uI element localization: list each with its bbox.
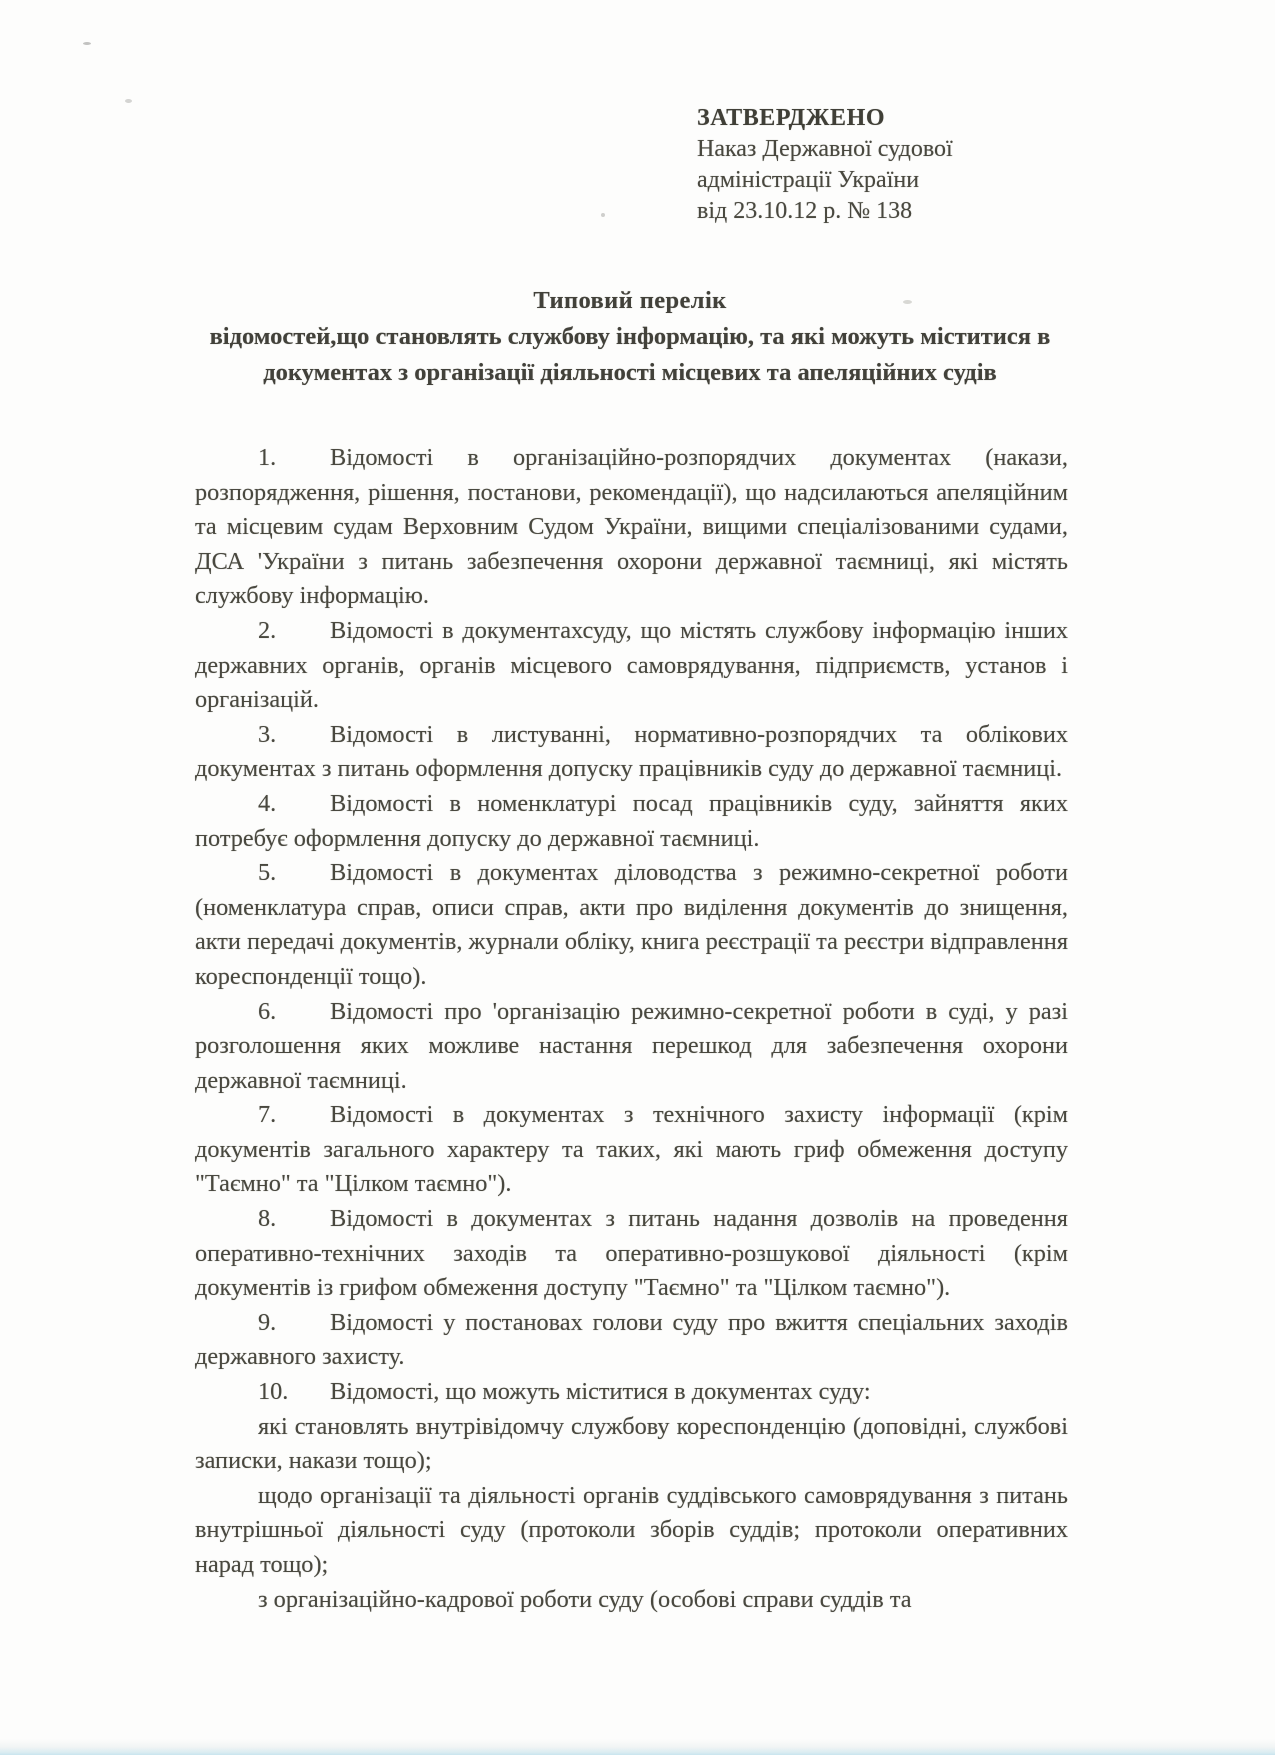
paragraph-10-number: 10.: [258, 1378, 289, 1406]
approval-label: ЗАТВЕРДЖЕНО: [697, 105, 886, 131]
scanner-edge-artifact: [0, 1739, 1275, 1755]
paragraph-10: [195, 1375, 1068, 1410]
document-title: [170, 283, 1090, 391]
approval-block: [697, 103, 953, 227]
title-line-3: документах з організації діяльності місцевих та апеляційних судів: [263, 359, 997, 386]
paragraph-9: [195, 1306, 1068, 1375]
paragraph-2: [195, 614, 1068, 718]
paragraph-10-subitem-2: щодо організації та діяльності органів суддівського самоврядування з питань внутрішньої діяльності суду (протоколи зборів суддів; протоколи оперативних нарад тощо);: [195, 1481, 1068, 1578]
paragraph-6: [195, 995, 1068, 1099]
approval-order-line-1: Наказ Державної судової: [697, 136, 953, 162]
paragraph-1: [195, 441, 1068, 614]
title-line-1: Типовий перелік: [533, 287, 727, 314]
paragraph-5: [195, 856, 1068, 994]
paragraph-6-text: Відомості про 'організацію режимно-секретної роботи в суді, у разі розголошення яких можливе настання перешкод для забезпечення охорони державної таємниці.: [195, 997, 1068, 1094]
paragraph-7: [195, 1098, 1068, 1202]
title-line-2: відомостей,що становлять службову інформацію, та які можуть міститися в: [209, 323, 1051, 350]
paragraph-3: [195, 718, 1068, 787]
paragraph-5-text: Відомості в документах діловодства з режимно-секретної роботи (номенклатура справ, описи справ, акти про виділення документів до знищення, акти передачі документів, журнали обліку, книга реєстрації та реєстри відправлення кореспонденції тощо).: [195, 859, 1068, 990]
paragraph-8-text: Відомості в документах з питань надання дозволів на проведення оперативно-технічних заходів та оперативно-розшукової діяльності (крім документів із грифом обмеження доступу "Таємно" та "Цілком таємно").: [195, 1205, 1068, 1302]
paragraph-3-number: 3.: [258, 720, 277, 748]
paragraph-10-text: Відомості, що можуть міститися в документах суду:: [330, 1378, 871, 1406]
paragraph-6-number: 6.: [258, 997, 277, 1025]
paragraph-2-number: 2.: [258, 616, 277, 644]
paragraph-2-text: Відомості в документахсуду, що містять службову інформацію інших державних органів, органів місцевого самоврядування, підприємств, установ і організацій.: [195, 616, 1068, 714]
scan-speck: [125, 99, 132, 103]
paragraph-1-text: Відомості в організаційно-розпорядчих документах (накази, розпорядження, рішення, постанови, рекомендації), що надсилаються апеляційним та місцевим судам Верховним Судом України, вищими спеціалізованими судами, ДСА 'України з питань забезпечення охорони державної таємниці, які містять службову інформацію.: [195, 444, 1068, 610]
approval-order-line-2: адміністрації України: [697, 167, 920, 193]
paragraph-5-number: 5.: [258, 859, 277, 887]
paragraph-8: [195, 1202, 1068, 1306]
paragraph-7-number: 7.: [258, 1101, 277, 1129]
paragraph-7-text: Відомості в документах з технічного захисту інформації (крім документів загального характеру та таких, які мають гриф обмеження доступу "Таємно" та "Цілком таємно").: [195, 1101, 1068, 1198]
approval-order-line-3: від 23.10.12 р. № 138: [697, 198, 913, 224]
paragraph-8-number: 8.: [258, 1205, 277, 1233]
scan-speck: [601, 213, 605, 217]
paragraph-1-number: 1.: [258, 444, 277, 471]
paragraph-4: [195, 787, 1068, 856]
document-body: [195, 441, 1068, 1617]
paragraph-3-text: Відомості в листуванні, нормативно-розпорядчих та облікових документах з питань оформлення допуску працівників суду до державної таємниці.: [195, 720, 1068, 783]
paragraph-10-subitem-1: які становлять внутрівідомчу службову кореспонденцію (доповідні, службові записки, накази тощо);: [195, 1412, 1068, 1475]
paragraph-9-number: 9.: [258, 1308, 277, 1336]
paragraph-4-text: Відомості в номенклатурі посад працівників суду, зайняття яких потребує оформлення допуску до державної таємниці.: [195, 789, 1068, 852]
paragraph-10-subitem-3: з організаційно-кадрової роботи суду (особові справи суддів та: [258, 1585, 912, 1613]
scan-speck: [83, 42, 91, 45]
paragraph-4-number: 4.: [258, 789, 277, 817]
scan-speck: [903, 300, 912, 304]
paragraph-9-text: Відомості у постановах голови суду про вжиття спеціальних заходів державного захисту.: [195, 1308, 1068, 1371]
